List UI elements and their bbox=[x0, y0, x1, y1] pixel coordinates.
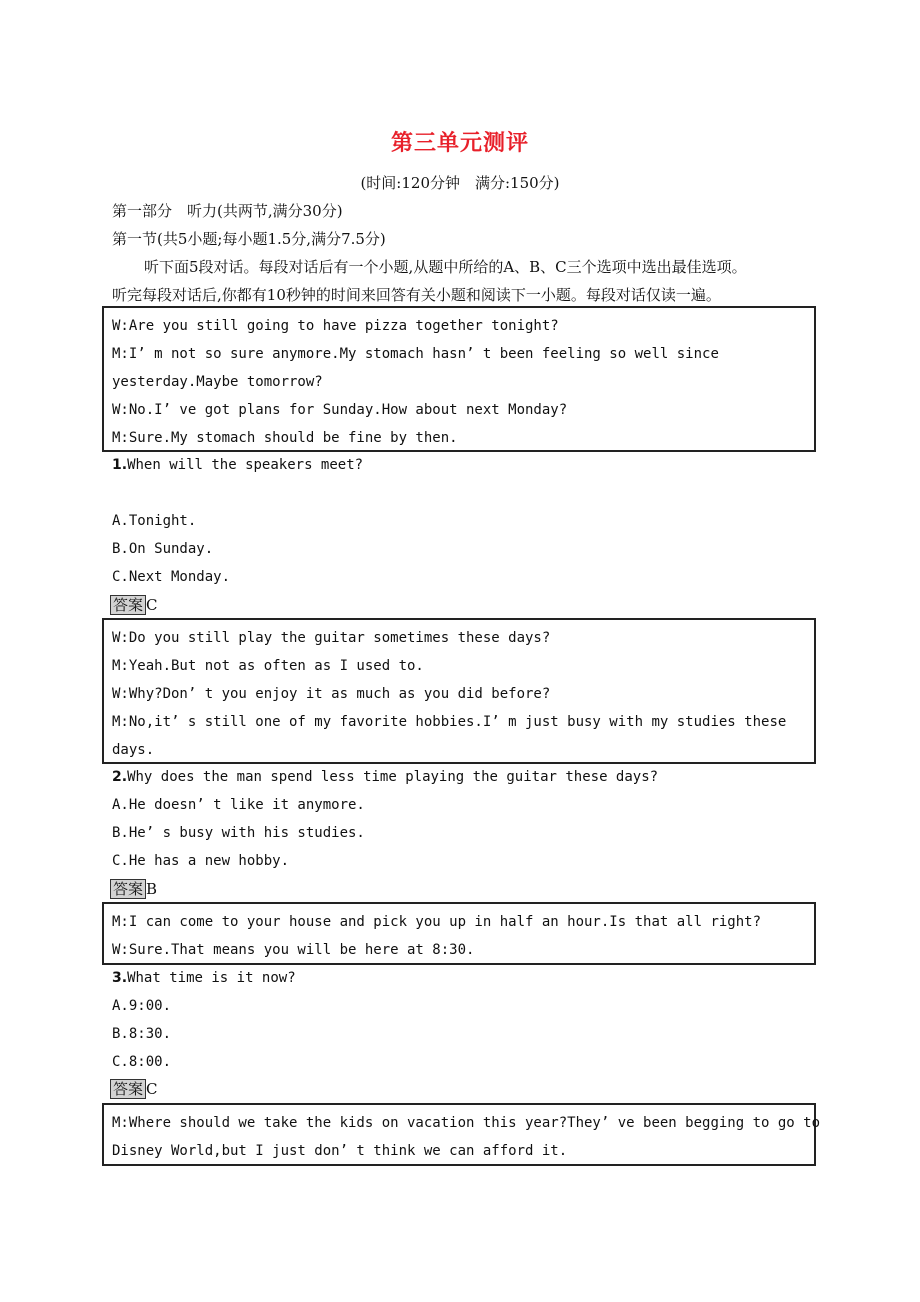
question-text: What time is it now? bbox=[127, 970, 296, 986]
question-number: 2. bbox=[112, 769, 128, 785]
instruction-line-1: 听下面5段对话。每段对话后有一个小题,从题中所给的A、B、C三个选项中选出最佳选项。 bbox=[144, 258, 747, 276]
question-text: Why does the man spend less time playing the guitar these days? bbox=[127, 769, 659, 785]
option-b: B.8:30. bbox=[112, 1026, 172, 1042]
answer-value: C bbox=[146, 596, 158, 614]
question-number: 1. bbox=[112, 457, 128, 473]
option-c: C.Next Monday. bbox=[112, 569, 231, 585]
option-a: A.9:00. bbox=[112, 998, 172, 1014]
dialogue-line: W:Do you still play the guitar sometimes these days? bbox=[112, 630, 551, 646]
instruction-line-2: 听完每段对话后,你都有10秒钟的时间来回答有关小题和阅读下一小题。每段对话仅读一遍。 bbox=[112, 286, 721, 304]
section-heading: 第一节(共5小题;每小题1.5分,满分7.5分) bbox=[112, 230, 386, 248]
question-1 bbox=[112, 457, 363, 473]
answer-label: 答案 bbox=[110, 595, 146, 615]
dialogue-line: W:Sure.That means you will be here at 8:30. bbox=[112, 942, 475, 958]
option-c: C.8:00. bbox=[112, 1054, 172, 1070]
exam-time-info: (时间:120分钟 满分:150分) bbox=[360, 174, 560, 192]
answer-value: B bbox=[146, 880, 158, 898]
question-number: 3. bbox=[112, 970, 128, 986]
page-title: 第三单元测评 bbox=[390, 130, 529, 156]
option-a: A.Tonight. bbox=[112, 513, 197, 529]
dialogue-line: W:Are you still going to have pizza together tonight? bbox=[112, 318, 559, 334]
answer-label: 答案 bbox=[110, 1079, 146, 1099]
dialogue-line: W:No.I’ ve got plans for Sunday.How about next Monday? bbox=[112, 402, 568, 418]
question-2 bbox=[112, 769, 658, 785]
dialogue-line: W:Why?Don’ t you enjoy it as much as you did before? bbox=[112, 686, 551, 702]
dialogue-line: M:Yeah.But not as often as I used to. bbox=[112, 658, 424, 674]
answer-3 bbox=[110, 1079, 158, 1099]
dialogue-box-2 bbox=[102, 618, 816, 764]
question-text: When will the speakers meet? bbox=[127, 457, 364, 473]
question-3 bbox=[112, 970, 296, 986]
answer-value: C bbox=[146, 1080, 158, 1098]
dialogue-line: M:I can come to your house and pick you up in half an hour.Is that all right? bbox=[112, 914, 762, 930]
dialogue-line: Disney World,but I just don’ t think we can afford it. bbox=[112, 1143, 568, 1159]
option-b: B.He’ s busy with his studies. bbox=[112, 825, 365, 841]
answer-2 bbox=[110, 879, 157, 899]
dialogue-line: yesterday.Maybe tomorrow? bbox=[112, 374, 323, 390]
answer-label: 答案 bbox=[110, 879, 146, 899]
answer-1 bbox=[110, 595, 158, 615]
option-b: B.On Sunday. bbox=[112, 541, 214, 557]
dialogue-line: M:Sure.My stomach should be fine by then. bbox=[112, 430, 458, 446]
dialogue-box-4 bbox=[102, 1103, 821, 1166]
dialogue-line: M:Where should we take the kids on vacation this year?They’ ve been begging to go to bbox=[112, 1115, 821, 1131]
option-a: A.He doesn’ t like it anymore. bbox=[112, 797, 365, 813]
dialogue-box-1 bbox=[102, 306, 816, 452]
dialogue-line: M:I’ m not so sure anymore.My stomach hasn’ t been feeling so well since bbox=[112, 346, 719, 362]
option-c: C.He has a new hobby. bbox=[112, 853, 290, 869]
part-heading: 第一部分 听力(共两节,满分30分) bbox=[112, 202, 343, 220]
dialogue-line: M:No,it’ s still one of my favorite hobbies.I’ m just busy with my studies these bbox=[112, 714, 787, 730]
dialogue-box-3 bbox=[102, 902, 816, 965]
dialogue-line: days. bbox=[112, 742, 155, 758]
